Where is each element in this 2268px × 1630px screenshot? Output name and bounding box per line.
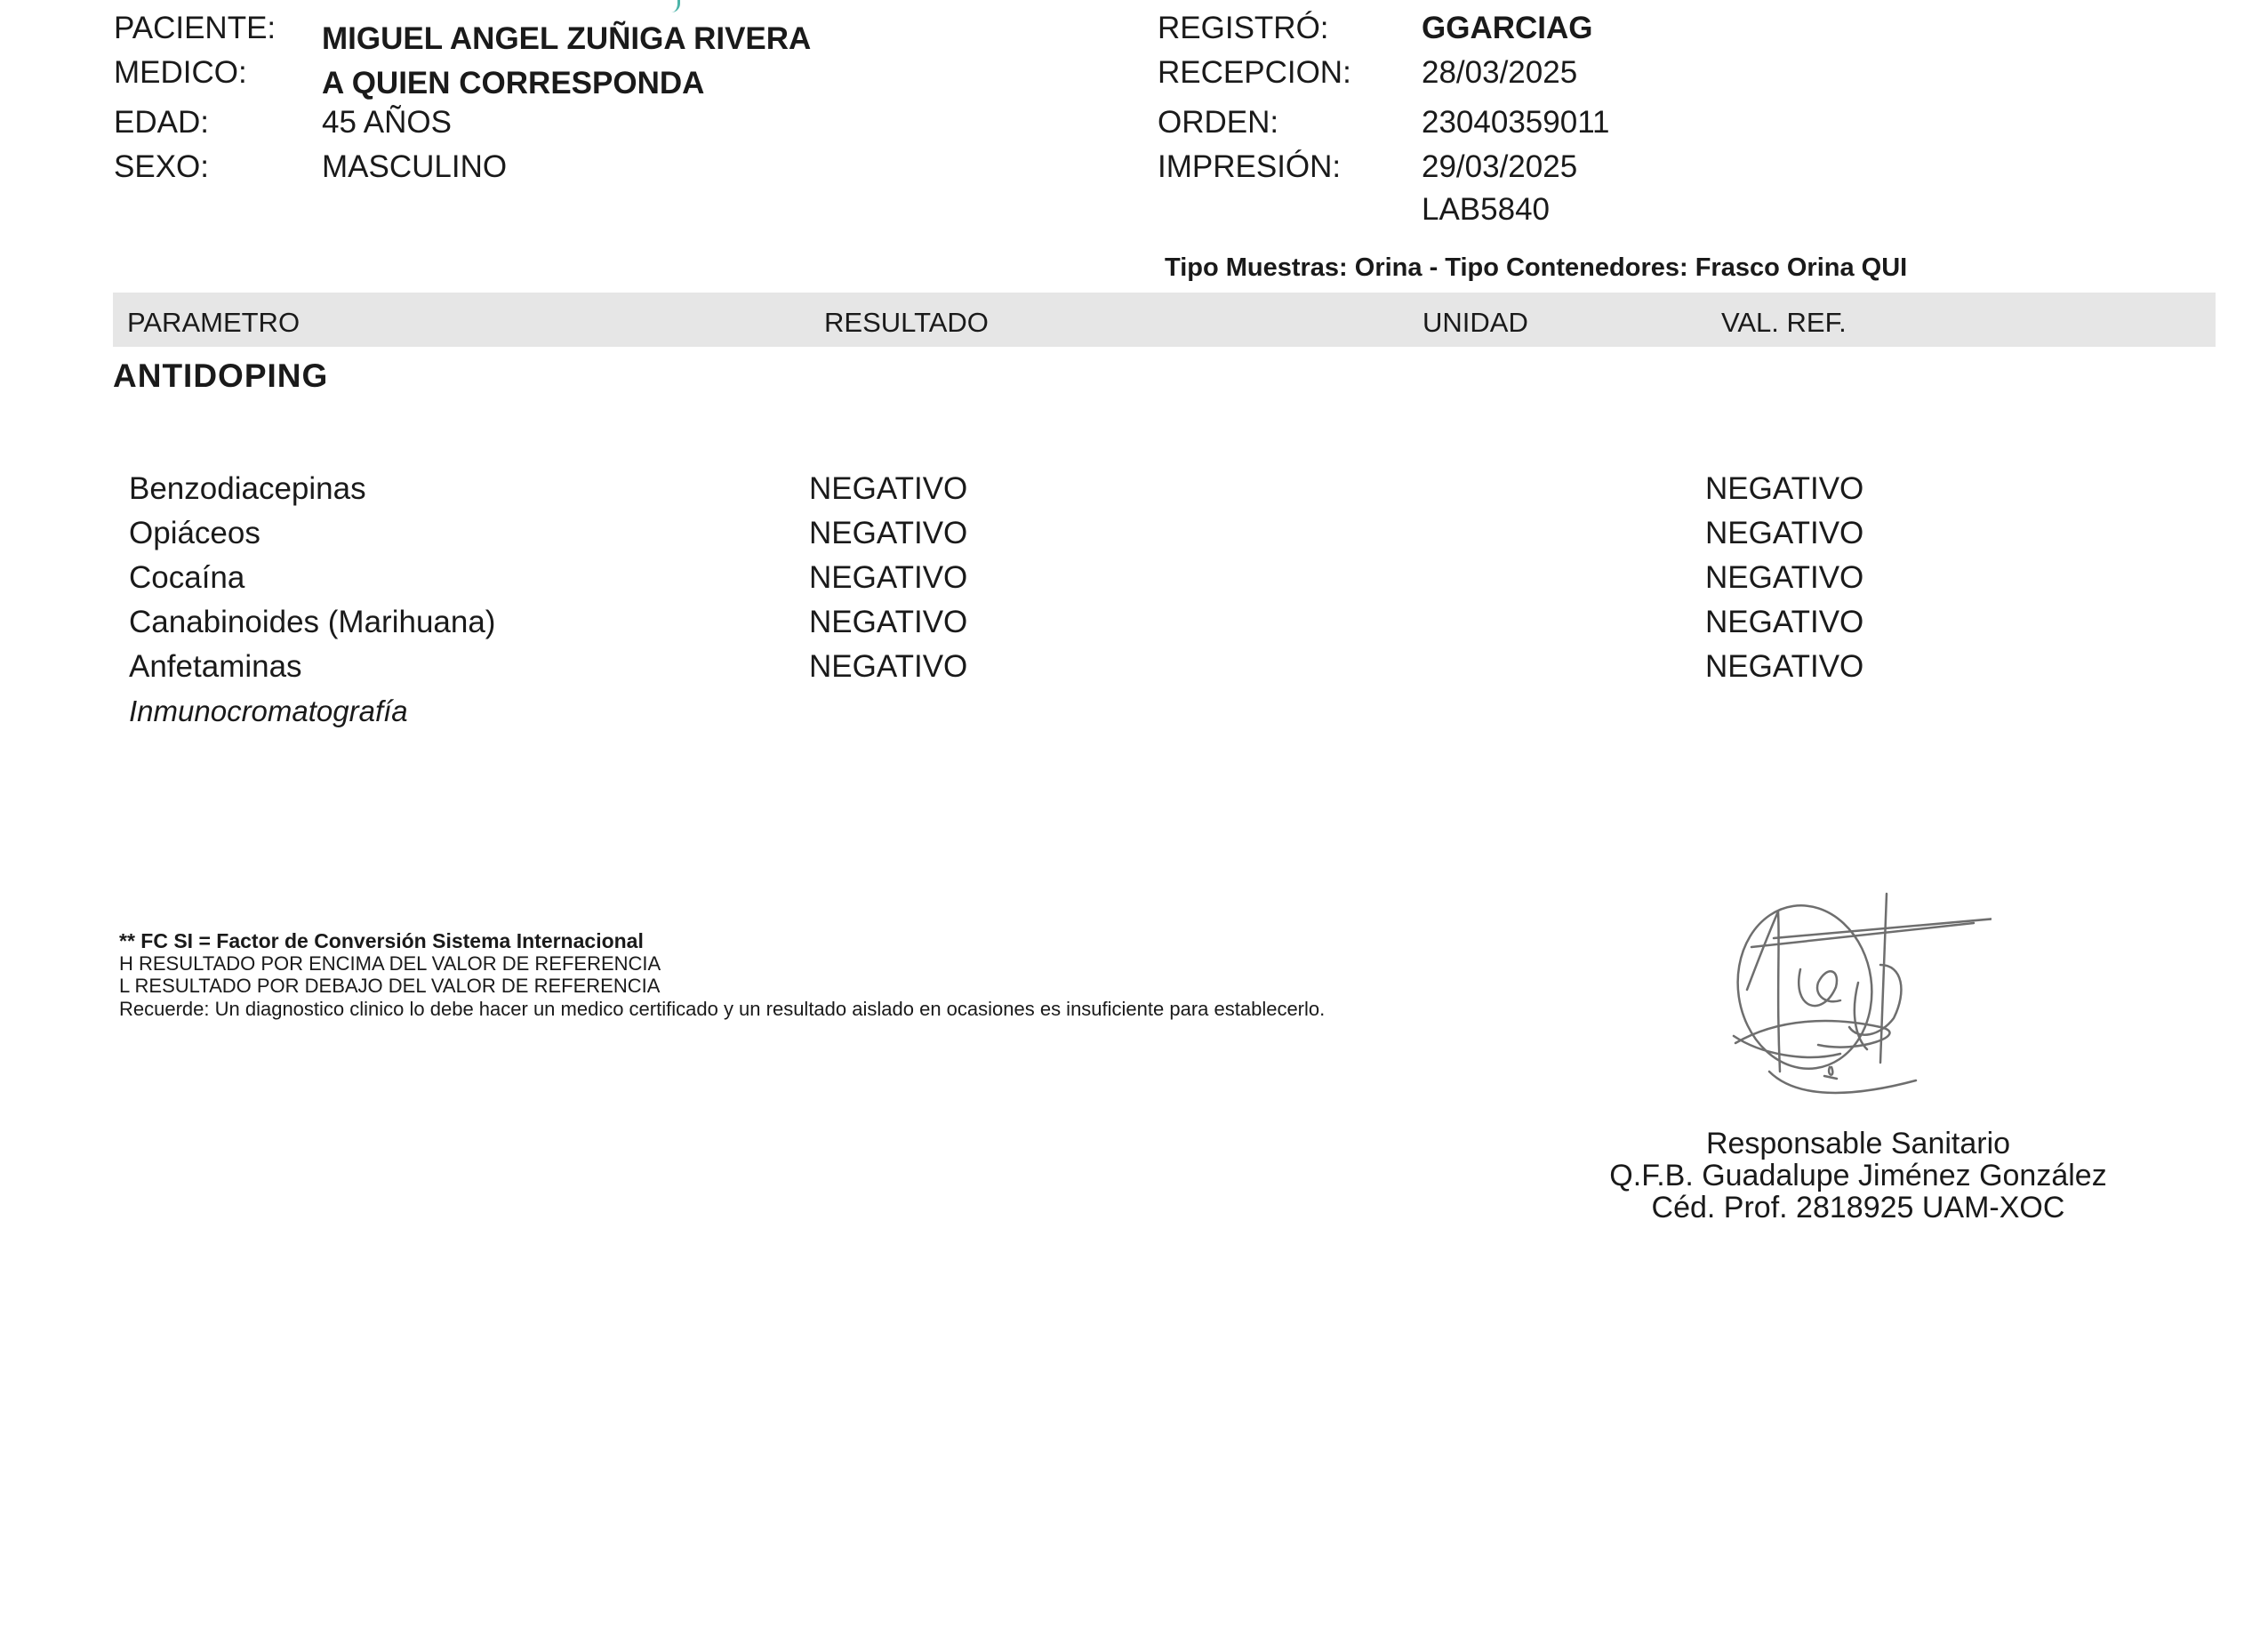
- header-parametro: PARAMETRO: [127, 307, 301, 338]
- row-resultado: NEGATIVO: [809, 471, 968, 506]
- lab-code: LAB5840: [1422, 192, 1551, 227]
- edad-label: EDAD:: [114, 105, 209, 140]
- row-parametro: Canabinoides (Marihuana): [129, 605, 496, 639]
- edad-value: 45 AÑOS: [322, 105, 452, 140]
- row-val-ref: NEGATIVO: [1705, 560, 1864, 595]
- medico-value: A QUIEN CORRESPONDA: [322, 66, 705, 100]
- signatory-license: Céd. Prof. 2818925 UAM-XOC: [1651, 1191, 2065, 1225]
- method-label: Inmunocromatografía: [129, 695, 408, 727]
- row-resultado: NEGATIVO: [809, 560, 968, 595]
- row-resultado: NEGATIVO: [809, 605, 968, 639]
- paciente-label: PACIENTE:: [114, 11, 276, 45]
- signatory-role: Responsable Sanitario: [1705, 1127, 2011, 1160]
- sample-info: Tipo Muestras: Orina - Tipo Contenedores: Frasco Orina QUI: [1165, 253, 1908, 282]
- row-parametro: Anfetaminas: [129, 649, 302, 684]
- row-parametro: Opiáceos: [129, 516, 260, 550]
- orden-value: 23040359011: [1422, 105, 1610, 140]
- medico-label: MEDICO:: [114, 55, 247, 90]
- table-header-bar: [113, 293, 2216, 347]
- sexo-value: MASCULINO: [322, 149, 508, 184]
- impresion-value: 29/03/2025: [1422, 149, 1578, 184]
- row-parametro: Benzodiacepinas: [129, 471, 366, 506]
- paciente-value: MIGUEL ANGEL ZUÑIGA RIVERA: [322, 21, 812, 56]
- row-val-ref: NEGATIVO: [1705, 649, 1864, 684]
- registro-label: REGISTRÓ:: [1158, 11, 1329, 45]
- logo-fragment: [669, 0, 680, 12]
- header-unidad: UNIDAD: [1423, 307, 1528, 338]
- note-l: L RESULTADO POR DEBAJO DEL VALOR DE REFERENCIA: [119, 975, 661, 997]
- recepcion-value: 28/03/2025: [1422, 55, 1578, 90]
- orden-label: ORDEN:: [1158, 105, 1279, 140]
- signatory-name: Q.F.B. Guadalupe Jiménez González: [1609, 1159, 2107, 1192]
- row-val-ref: NEGATIVO: [1705, 516, 1864, 550]
- recepcion-label: RECEPCION:: [1158, 55, 1351, 90]
- row-resultado: NEGATIVO: [809, 649, 968, 684]
- row-val-ref: NEGATIVO: [1705, 605, 1864, 639]
- registro-value: GGARCIAG: [1422, 11, 1593, 45]
- sexo-label: SEXO:: [114, 149, 209, 184]
- signature-image: [1725, 885, 1992, 1107]
- impresion-label: IMPRESIÓN:: [1158, 149, 1342, 184]
- header-val-ref: VAL. REF.: [1721, 307, 1847, 338]
- section-title: ANTIDOPING: [113, 357, 329, 394]
- note-reminder: Recuerde: Un diagnostico clinico lo debe hacer un medico certificado y un resultado aislado en ocasiones es insuficiente para establecerlo.: [119, 998, 1326, 1020]
- row-parametro: Cocaína: [129, 560, 245, 595]
- note-fc-si: ** FC SI = Factor de Conversión Sistema Internacional: [119, 929, 644, 952]
- row-val-ref: NEGATIVO: [1705, 471, 1864, 506]
- note-h: H RESULTADO POR ENCIMA DEL VALOR DE REFERENCIA: [119, 952, 661, 975]
- header-resultado: RESULTADO: [824, 307, 989, 338]
- row-resultado: NEGATIVO: [809, 516, 968, 550]
